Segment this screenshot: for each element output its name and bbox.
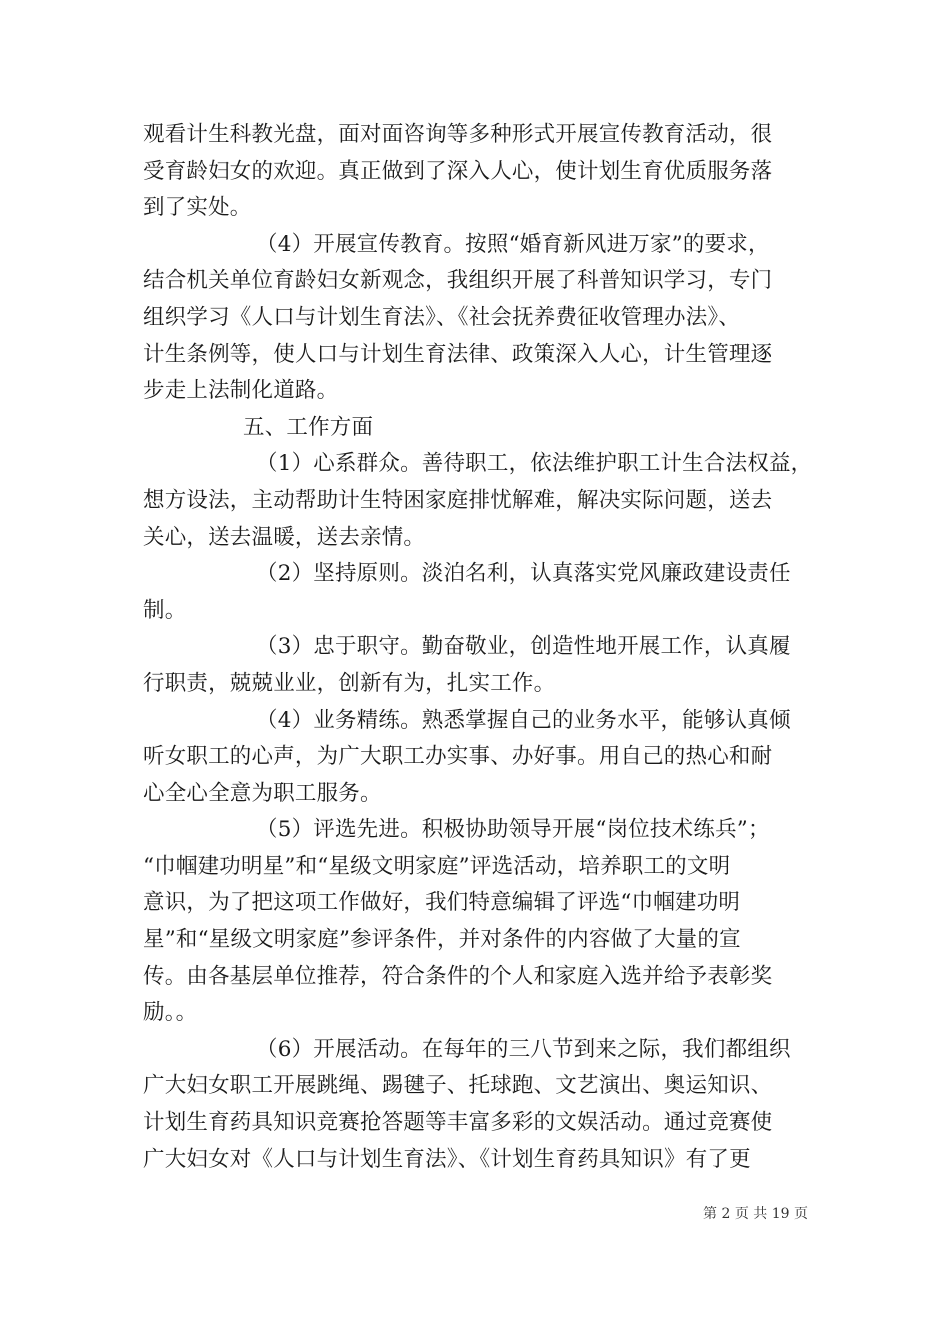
text-line: 步走上法制化道路。 (143, 378, 339, 404)
text-line: 行职责，兢兢业业，创新有为，扎实工作。 (143, 670, 556, 696)
text-line: 听女职工的心声，为广大职工办实事、办好事。用自己的热心和耐 (143, 744, 773, 770)
document-body (143, 117, 813, 1178)
text-line: 想方设法，主动帮助计生特困家庭排忧解难，解决实际问题，送去 (143, 487, 773, 513)
text-line: “巾帼建功明星”和“星级文明家庭”评选活动，培养职工的文明 (143, 853, 731, 879)
text-line: 计生条例等，使人口与计划生育法律、政策深入人心，计生管理逐 (143, 341, 773, 367)
text-line: （4）开展宣传教育。按照“婚育新风进万家”的要求， (256, 231, 770, 257)
text-line: 受育龄妇女的欢迎。真正做到了深入人心，使计划生育优质服务落 (143, 158, 773, 184)
text-line: 计划生育药具知识竞赛抢答题等丰富多彩的文娱活动。通过竞赛使 (143, 1110, 773, 1136)
text-line: （6）开展活动。在每年的三八节到来之际，我们都组织 (256, 1036, 791, 1062)
text-line: 到了实处。 (143, 195, 252, 221)
text-line: （4）业务精练。熟悉掌握自己的业务水平，能够认真倾 (256, 707, 791, 733)
text-line: 意识，为了把这项工作做好，我们特意编辑了评选“巾帼建功明 (143, 890, 741, 916)
text-line: 广大妇女对《人口与计划生育法》、《计划生育药具知识》有了更 (143, 1146, 751, 1172)
text-line: 五、工作方面 (243, 414, 374, 440)
text-line: 传。由各基层单位推荐，符合条件的个人和家庭入选并给予表彰奖 (143, 963, 773, 989)
text-line: 组织学习《人口与计划生育法》、《社会抚养费征收管理办法》、 (143, 304, 741, 330)
page-number-footer (703, 1203, 808, 1223)
text-line: （2）坚持原则。淡泊名利，认真落实党风廉政建设责任 (256, 561, 791, 587)
text-line: 结合机关单位育龄妇女新观念，我组织开展了科普知识学习，专门 (143, 268, 773, 294)
page-number-label: 第 2 页 共 19 页 (703, 1206, 808, 1222)
text-line: 制。 (143, 597, 187, 623)
text-line: 心全心全意为职工服务。 (143, 780, 382, 806)
text-line: 观看计生科教光盘，面对面咨询等多种形式开展宣传教育活动，很 (143, 122, 773, 147)
text-line: 广大妇女职工开展跳绳、踢毽子、托球跑、文艺演出、奥运知识、 (143, 1073, 773, 1099)
text-line: （3）忠于职守。勤奋敬业，创造性地开展工作，认真履 (256, 634, 791, 660)
text-line: 励。。 (143, 1000, 198, 1026)
text-line: 星”和“星级文明家庭”参评条件，并对条件的内容做了大量的宣 (143, 927, 741, 953)
text-line: （5）评选先进。积极协助领导开展“岗位技术练兵”； (256, 817, 770, 843)
text-line: （1）心系群众。善待职工，依法维护职工计生合法权益， (256, 451, 813, 477)
text-line: 关心，送去温暖，送去亲情。 (143, 524, 426, 550)
